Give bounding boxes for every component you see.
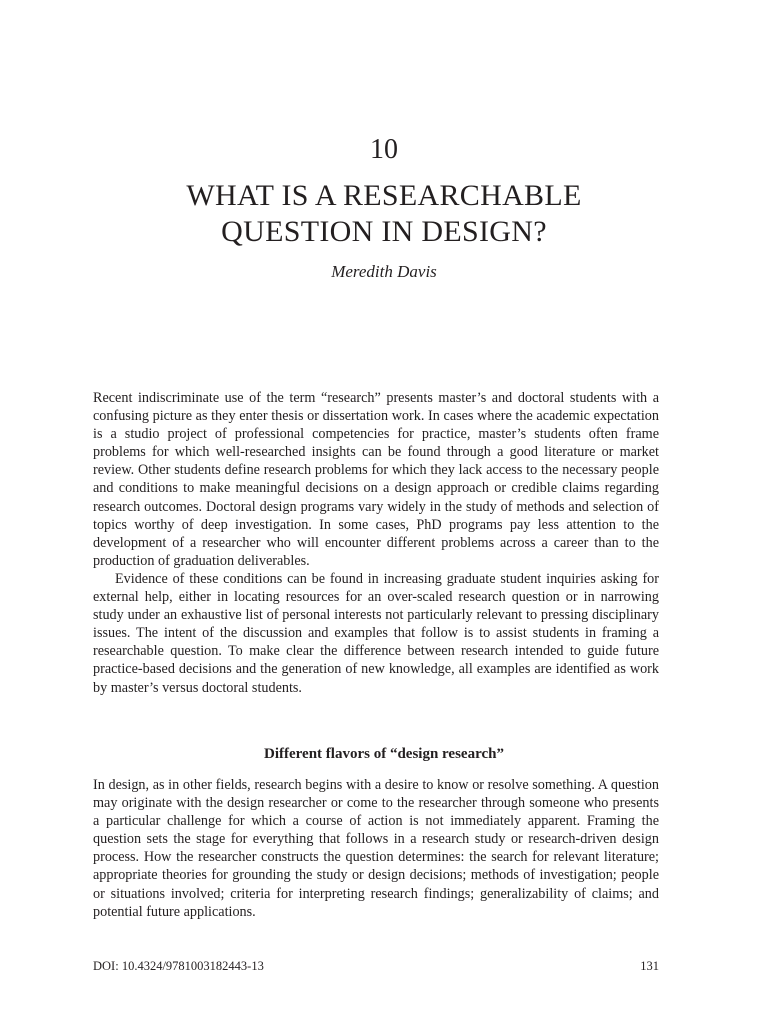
intro-paragraph-2: Evidence of these conditions can be found in increasing graduate student inquiries asking for external help, either in locating resources for an over-scaled research question or in narrowing study under an exhaustive list of personal interests not particularly relevant to pressing disciplinary issues. The intent of the discussion and examples that follow is to assist students in framing a researchable question. To make clear the difference between research intended to guide future practice-based decisions and the generation of new knowledge, all examples are identified as work by master’s versus doctoral students.	[93, 570, 659, 696]
section-body	[93, 776, 659, 921]
intro-paragraph-1: Recent indiscriminate use of the term “research” presents master’s and doctoral students with a confusing picture as they enter thesis or dissertation work. In cases where the academic expectation is a studio project of professional competencies for practice, master’s students often frame problems for which well-researched insights can be found through a good literature or market review. Other students define research problems for which they lack access to the necessary people and conditions to make meaningful decisions on a design approach or credible claims regarding research outcomes. Doctoral design programs vary widely in the study of methods and selection of topics worthy of deep investigation. In some cases, PhD programs pay less attention to the development of a researcher who will encounter different problems across a career than to the production of graduation deliverables.	[93, 390, 659, 569]
section-heading: Different flavors of “design research”	[264, 746, 504, 762]
intro-section	[93, 389, 659, 697]
chapter-title	[84, 178, 684, 250]
section-paragraph-1: In design, as in other fields, research begins with a desire to know or resolve something. A question may originate with the design researcher or come to the researcher through someone who presents a particular challenge for which a course of action is not immediately apparent. Framing the question sets the stage for everything that follows in a research study or research-driven design process. How the researcher constructs the question determines: the search for relevant literature; appropriate theories for grounding the study or design decisions; methods of investigation; people or situations involved; criteria for interpreting research findings; generalizability of claims; and potential future applications.	[93, 777, 659, 920]
chapter-author: Meredith Davis	[331, 262, 437, 281]
chapter-title-line-2: QUESTION IN DESIGN?	[221, 215, 547, 248]
chapter-title-line-1: WHAT IS A RESEARCHABLE	[186, 179, 582, 212]
page-number: 131	[640, 959, 659, 973]
chapter-number: 10	[370, 134, 398, 165]
doi-text: DOI: 10.4324/9781003182443-13	[93, 959, 264, 973]
